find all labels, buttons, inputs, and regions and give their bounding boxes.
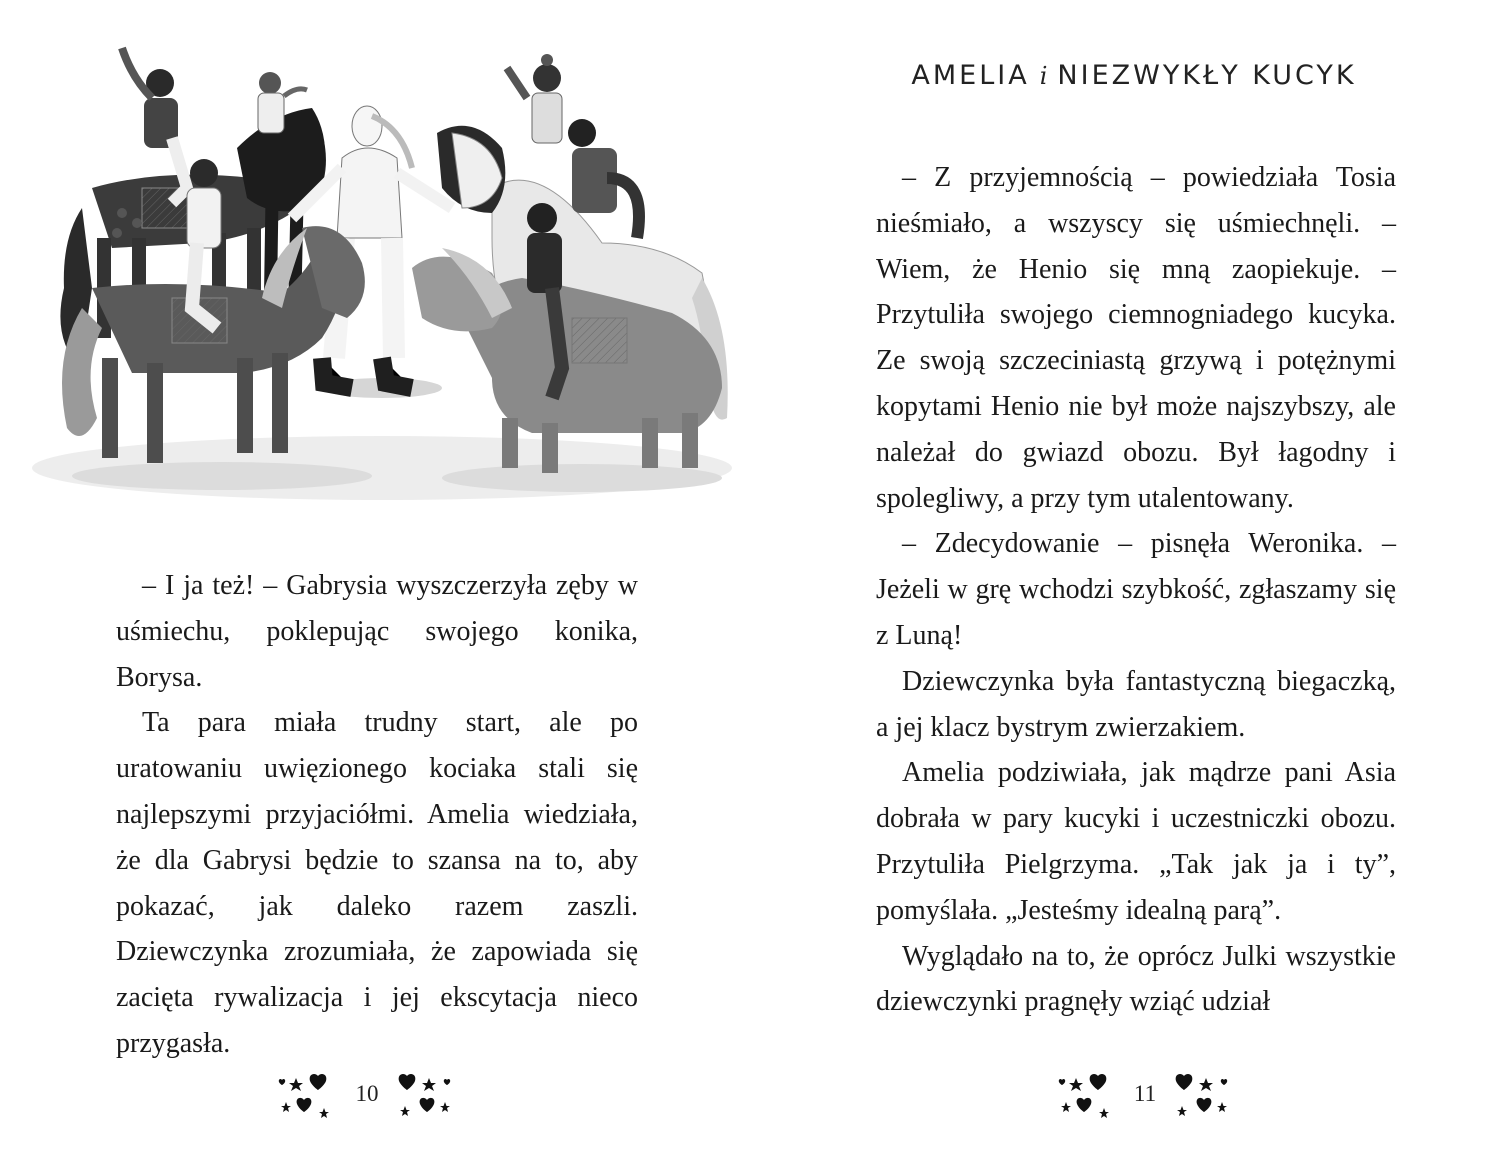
- page-number: 11: [1133, 1081, 1157, 1106]
- left-page-text: [116, 563, 638, 1067]
- hearts-and-stars-icon: [1056, 1072, 1114, 1120]
- paragraph: – I ja też! – Gabrysia wyszczerzyła zęby w uśmiechu, poklepując swojego konika, Borysa.: [116, 570, 638, 693]
- right-page-text: [876, 155, 1396, 1025]
- rider-top-right: [507, 54, 562, 143]
- header-title-part3: NIEZWYKŁY KUCYK: [1057, 60, 1357, 91]
- left-page-footer: [0, 1072, 756, 1122]
- paragraph: Ta para miała trudny start, ale po uratowaniu uwięzionego kociaka stali się najlepszymi przyjaciółmi. Amelia wiedziała, że dla Gabrysi będzie to szansa na to, aby pokazać, jak daleko razem zaszli. Dziewczynka zrozumiała, że zapowiada się zacięta rywalizacja i jej ekscytacja nieco przygasła.: [116, 707, 638, 1059]
- hearts-and-stars-icon: [397, 1072, 455, 1120]
- header-title-part2: i: [1039, 62, 1048, 90]
- hearts-and-stars-icon: [1174, 1072, 1232, 1120]
- hearts-and-stars-icon: [276, 1072, 334, 1120]
- right-page: [756, 0, 1512, 1169]
- paragraph: Dziewczynka była fantastyczną biegaczką, a jej klacz bystrym zwierzakiem.: [876, 665, 1396, 743]
- paragraph: – Zdecydowanie – pisnęła Weronika. – Jeżeli w grę wchodzi szybkość, zgłaszamy się z Luną!: [876, 528, 1396, 651]
- right-page-footer: [756, 1072, 1512, 1122]
- running-header: [756, 60, 1512, 91]
- paragraph: – Z przyjemnością – powiedziała Tosia nieśmiało, a wszyscy się uśmiechnęli. – Wiem, że Henio się mną zaopiekuje. – Przytuliła swojego ciemnogniadego kucyka. Ze swoją szczeciniastą grzywą i potężnymi kopytami Henio nie był może najszybszy, ale należał do gwiazd obozu. Był łagodny i spolegliwy, a przy tym utalentowany.: [876, 162, 1396, 514]
- paragraph: Amelia podziwiała, jak mądrze pani Asia dobrała w pary kucyki i uczestniczki obozu. Przytuliła Pielgrzyma. „Tak jak ja i ty”, pomyślała. „Jesteśmy idealną parą”.: [876, 757, 1396, 926]
- paragraph: Wyglądało na to, że oprócz Julki wszystkie dziewczynki pragnęły wziąć udział: [876, 940, 1396, 1018]
- header-title-part1: AMELIA: [911, 60, 1030, 91]
- girls-on-ponies-illustration: [22, 38, 734, 508]
- page-number: 10: [355, 1081, 379, 1106]
